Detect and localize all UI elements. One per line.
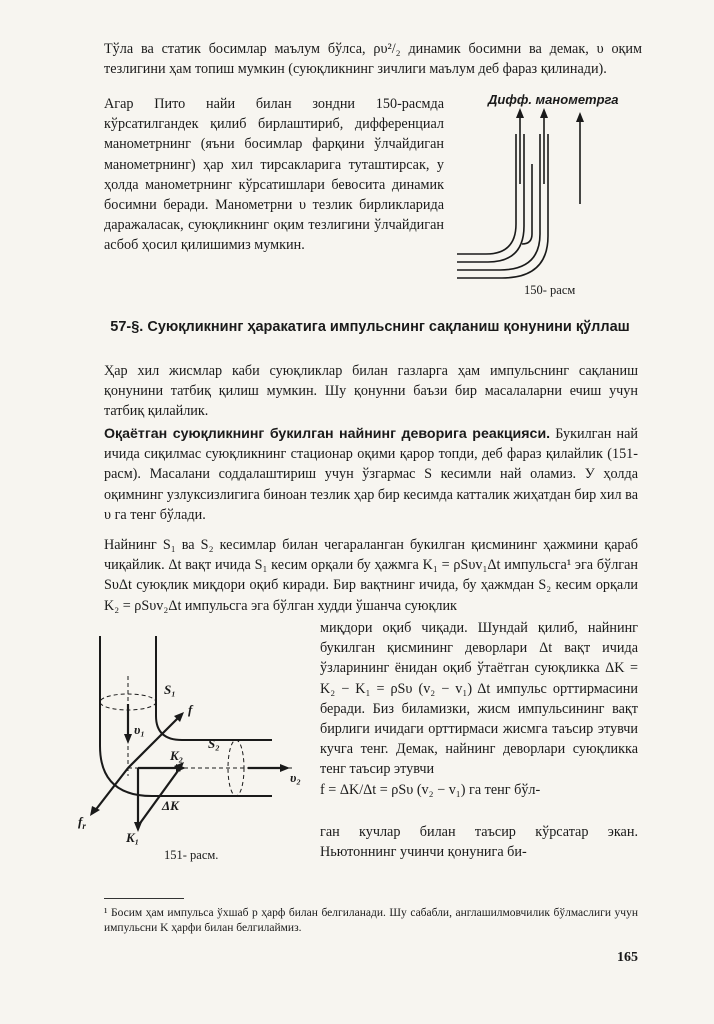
paragraph-dynamic-pressure: Тўла ва статик босимлар маълум бўлса, ρυ²/₂ динамик босимни ва демак, υ оқим тезлигини ҳам топиш мумкин (суюқликнинг зичлиги маълум деб фараз қилинади). (104, 41, 642, 78)
label-s2: S₂ (208, 736, 220, 751)
tube-outer-2 (457, 134, 524, 262)
label-v2: υ₂ (290, 770, 301, 785)
label-k1: K₁ (126, 830, 140, 845)
paragraph-pitot-tube: Агар Пито найи билан зондни 150-расмда кўрсатилгандек қилиб бирлаштириб, дифференциал манометрнинг (яъни босимлар фарқини ўлчайдиган манометрнинг) ҳар хил тирсакларига туташтирсак, у ҳолда манометрнинг кўрсатишлари бевосита динамик босимни беради. Манометрни υ тезлик бирликларида даражаласак, суюқликнинг оқим тезлигини ўлчайдиган асбоб ҳосил қилишимиз мумкин. (104, 96, 444, 254)
footnote-rule (104, 898, 184, 899)
figure-150-title: Дифф. манометрга (488, 92, 619, 107)
label-f: f (188, 702, 193, 717)
label-dk: ΔK (162, 798, 179, 813)
section-heading: 57-§. Суюқликнинг ҳаракатига импульснинг сақланиш қонунини қўллаш (110, 319, 630, 335)
paragraph-momentum-body: миқдори оқиб чиқади. Шундай қилиб, найнинг букилган қисмининг деворлари Δt вақт ичида ўзларининг ёнидан оқиб ўтаётган суюқликка ΔK = K₂ − K₁ = ρSυ (v₂ − v₁) Δt импульс орттирмасини беради. Биз биламизки, жисм импульсининг вақт бирлиги ичидаги орттирмаси жисмга таъсир этувчи кучга тенг. Демак, найнинг деворлари суюқликка тенг таъсир этувчи (320, 620, 638, 778)
label-v1: υ₁ (134, 722, 145, 737)
paragraph-reaction-body: Букилган най ичида сиқилмас суюқликнинг стационар оқими қарор топди, деб фараз қилайлик (151-расм). Масалани соддалаштириш учун ўзгармас S кесимли най оламиз. У ҳолда оқимнинг узлуксизлигига биноан тезлик ҳар бир кесимда катталик жиҳатдан бир хил ва υ га тенг бўлади. (104, 426, 638, 523)
arrowhead-3 (576, 112, 584, 122)
arrowhead-1 (516, 108, 524, 118)
footnote: ¹ Босим ҳам импульса ўхшаб p ҳарф билан белгиланади. Шу сабабли, англашилмовчилик бўлмаслиги учун импульсни K ҳарфи билан белгилаймиз. (104, 907, 638, 934)
formula-force: f = ΔK/Δt = ρSυ (v₂ − v₁) га тенг бўл- (320, 781, 541, 798)
page-number: 165 (617, 950, 638, 965)
paragraph-newton: ган кучлар билан таъсир кўрсатар экан. Ньютоннинг учинчи қонунига би- (320, 824, 638, 861)
figure-151-caption: 151- расм. (164, 848, 219, 862)
arrowhead-v1 (124, 734, 132, 744)
figure-150-diagram (452, 94, 652, 284)
label-k2: K₂ (170, 748, 184, 763)
paragraph-volume: Найнинг S₁ ва S₂ кесимлар билан чегараланган букилган қисмининг ҳажмини қараб чиқайлик. Δt вақт ичида S₁ кесим орқали бу ҳажмга K₁ = ρSυv₁Δt импульсга¹ эга бўлган SυΔt суюқлик миқдори оқиб киради. Бир вақтнинг ичида, бу ҳажмдан S₂ кесим орқали K₂ = ρSυv₂Δt импульсга эга бўлган худди ўшанча суюқлик (104, 537, 638, 614)
figure-151-diagram (72, 636, 312, 846)
paragraph-reaction-lead: Оқаётган суюқликнинг букилган найнинг деворига реакцияси. (104, 426, 551, 442)
tube-inner-1 (457, 134, 540, 270)
figure-150-caption: 150- расм (524, 283, 576, 297)
arrowhead-2 (540, 108, 548, 118)
label-s1: S₁ (164, 682, 176, 697)
paragraph-momentum-change (320, 618, 638, 800)
label-fr: $f_r$ (78, 814, 86, 831)
paragraph-reaction (104, 424, 638, 525)
tube-outer-1 (457, 134, 516, 254)
arrowhead-v2 (280, 764, 290, 772)
paragraph-intro: Ҳар хил жисмлар каби суюқликлар билан газларга ҳам импульснинг сақланиш қонунини татбиқ қилиш мумкин. Шу қонунни баъзи бир масалаларни ечиш учун татбиқ қилайлик. (104, 363, 638, 420)
